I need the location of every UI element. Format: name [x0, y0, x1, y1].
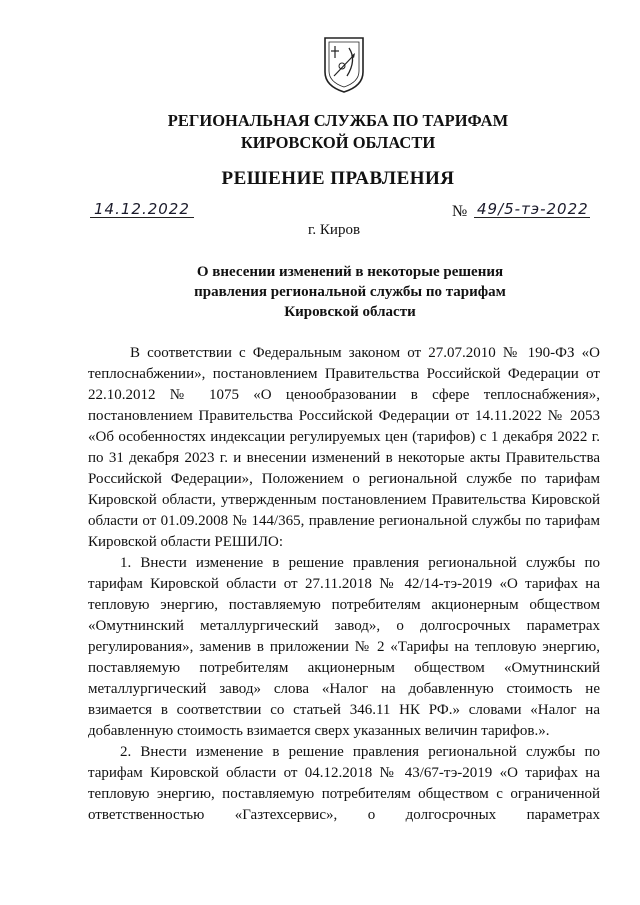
item-2-paragraph: 2. Внести изменение в решение правления региональной службы по тарифам Кировской области от 04.12.2018 № 43/67-тэ-2019 «О тарифах на тепловую энергию, поставляемую потребителям обществом с ограниченной ответственностью «Газтехсервис», о долгосрочных параметрах [88, 744, 600, 823]
preamble-paragraph: В соответствии с Федеральным законом от 27.07.2010 № 190-ФЗ «О теплоснабжении», постановлением Правительства Российской Федерации от 22.10.2012 № 1075 «О ценообразовании в сфере теплоснабжения», постановлением Правительства Российской Федерации от 14.11.2022 № 2053 «Об особенностях индексации регулируемых цен (тарифов) с 1 декабря 2022 г. по 31 декабря 2023 г. и внесении изменений в некоторые акты Правительства Российской Федерации», Положением о региональной службе по тарифам Кировской области, утвержденным постановлением Правительства Кировской области от 01.09.2008 № 144/365, правление региональной службы по тарифам Кировской области РЕШИЛО: [88, 345, 600, 550]
decision-subject [0, 262, 640, 322]
decision-number: 49/5-тэ-2022 [477, 200, 589, 218]
decision-title: РЕШЕНИЕ ПРАВЛЕНИЯ [221, 168, 455, 189]
subject-line3: Кировской области [284, 304, 416, 320]
number-sign: № [452, 203, 468, 220]
decision-date: 14.12.2022 [94, 200, 190, 218]
item-1-paragraph: 1. Внести изменение в решение правления региональной службы по тарифам Кировской области от 27.11.2018 № 42/14-тэ-2019 «О тарифах на тепловую энергию, поставляемую потребителям акционерным обществом «Омутнинский металлургический завод», о долгосрочных параметрах регулирования», заменив в приложении № 2 «Тарифы на тепловую энергию, поставляемую потребителям акционерным обществом «Омутнинский металлургический завод» слова «Налог на добавленную стоимость не взимается в соответствии со статьей 346.11 НК РФ.» словами «Налог на добавленную стоимость взимается сверх указанных величин тарифов.». [88, 555, 600, 739]
coat-of-arms-icon [323, 36, 365, 94]
decision-body [88, 343, 600, 826]
subject-line1: О внесении изменений в некоторые решения [196, 264, 504, 280]
organization-name-line2: КИРОВСКОЙ ОБЛАСТИ [240, 133, 436, 152]
organization-name-line1: РЕГИОНАЛЬНАЯ СЛУЖБА ПО ТАРИФАМ [167, 111, 509, 130]
subject-line2: правления региональной службы по тарифам [194, 284, 506, 300]
date-underline [90, 217, 194, 218]
number-underline [474, 217, 590, 218]
city: г. Киров [307, 222, 361, 238]
